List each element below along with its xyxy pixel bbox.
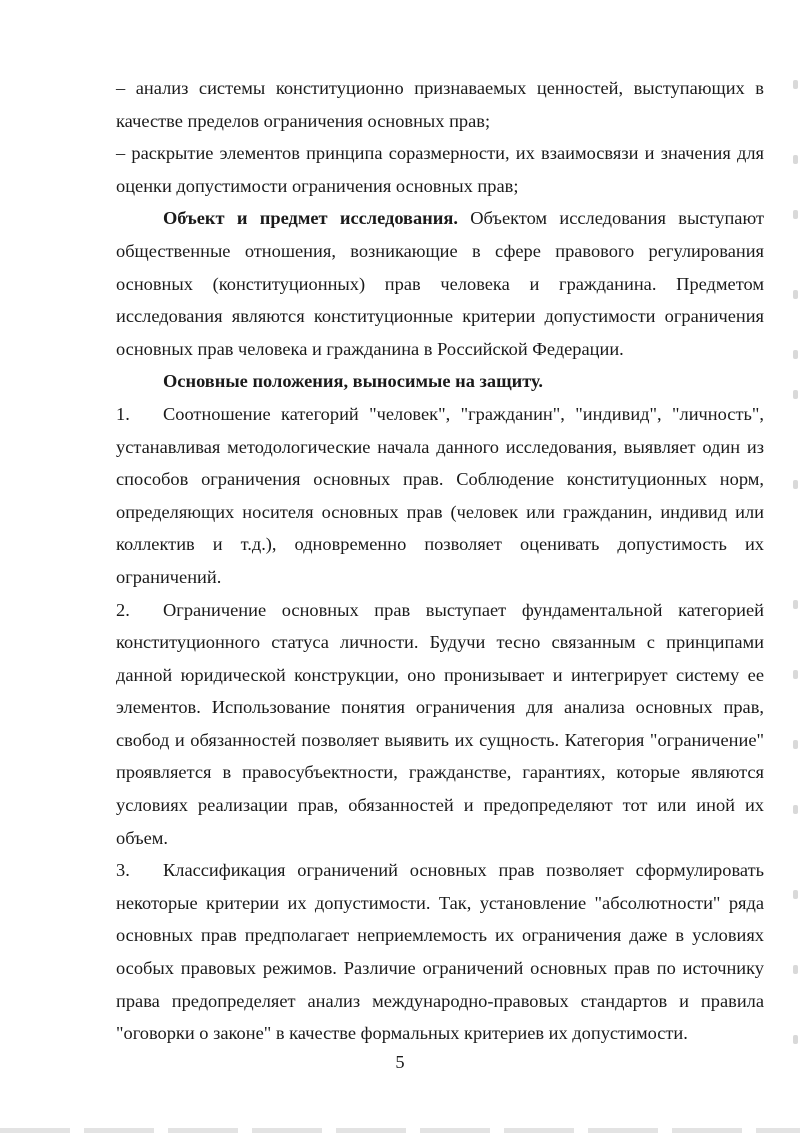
thesis-text: Классификация ограничений основных прав позволяет сформулировать некоторые критерии их допустимости. Так, установление "абсолютности" ряда основных прав предполагает неприемлемость их ограничения даже в условиях особых правовых режимов. Различие ограничений основных прав по источнику права предопределяет анализ международно-правовых стандартов и правила "оговорки о законе" в качестве формальных критериев их допустимости. xyxy=(116,860,764,1044)
object-paragraph xyxy=(116,202,764,365)
page-body xyxy=(116,72,764,1050)
thesis-text: Ограничение основных прав выступает фундаментальной категорией конституционного статуса личности. Будучи тесно связанным с принципами данной юридической конструкции, оно пронизывает и интегрирует систему ее элементов. Использование понятия ограничения для анализа основных прав, свобод и обязанностей позволяет выявить их сущность. Категория "ограничение" проявляется в правосубъектности, гражданстве, гарантиях, которые являются условиях реализации прав, обязанностей и предопределяют тот или иной их объем. xyxy=(116,599,764,848)
page-number: 5 xyxy=(395,1052,405,1072)
thesis-number: 3. xyxy=(116,860,130,881)
thesis-item xyxy=(116,854,764,1050)
object-text: Объектом исследования выступают общественные отношения, возникающие в сфере правового регулирования основных (конституционных) прав человека и гражданина. Предметом исследования являются конституционные критерии допустимости ограничения основных прав человека и гражданина в Российской Федерации. xyxy=(116,208,764,359)
thesis-number: 2. xyxy=(116,599,130,620)
object-heading: Объект и предмет исследования. xyxy=(163,208,458,229)
thesis-item xyxy=(116,398,764,594)
list-item: – раскрытие элементов принципа соразмерности, их взаимосвязи и значения для оценки допустимости ограничения основных прав; xyxy=(116,143,764,196)
thesis-item xyxy=(116,594,764,855)
thesis-number: 1. xyxy=(116,403,130,424)
thesis-text: Соотношение категорий "человек", "гражданин", "индивид", "личность", устанавливая методологические начала данного исследования, выявляет один из способов ограничения основных прав. Соблюдение конституционных норм, определяющих носителя основных прав (человек или гражданин, индивид или коллектив и т.д.), одновременно позволяет оценивать допустимость их ограничений. xyxy=(116,403,764,587)
list-item: – анализ системы конституционно признаваемых ценностей, выступающих в качестве пределов ограничения основных прав; xyxy=(116,78,764,131)
theses-heading: Основные положения, выносимые на защиту. xyxy=(163,371,543,392)
scan-edge-artifacts xyxy=(788,60,800,1060)
scan-bottom-edge xyxy=(0,1128,800,1133)
